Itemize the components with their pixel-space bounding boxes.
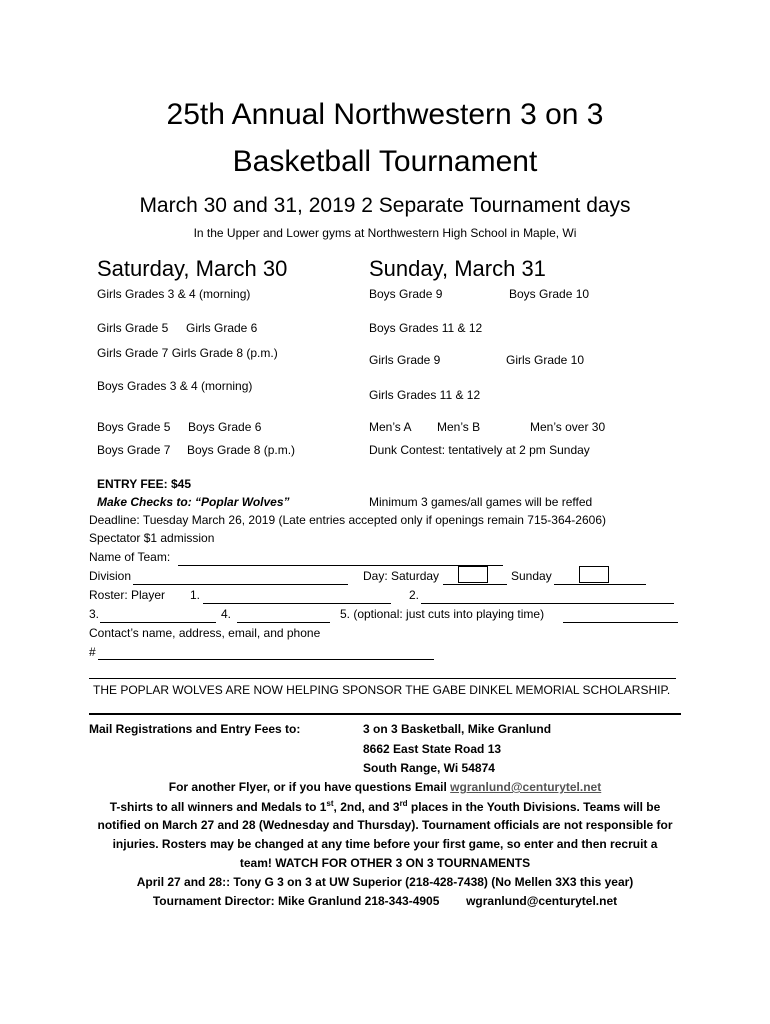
player-4-label: 4.	[221, 607, 232, 621]
sun-row-5a: Men’s A	[369, 420, 412, 434]
mail-label: Mail Registrations and Entry Fees to:	[89, 722, 301, 736]
sunday-checkbox[interactable]	[579, 566, 609, 583]
sun-row-5c: Men’s over 30	[530, 420, 606, 434]
roster-label: Roster: Player	[89, 588, 166, 602]
contact-field-line-2[interactable]	[89, 678, 676, 679]
minimum-games: Minimum 3 games/all games will be reffed	[369, 495, 593, 509]
division-label: Division	[89, 569, 132, 583]
title-line-1: 25th Annual Northwestern 3 on 3	[166, 98, 604, 131]
deadline: Deadline: Tuesday March 26, 2019 (Late entries accepted only if openings remain 715-364-2606)	[89, 513, 606, 527]
sat-row-6a: Boys Grade 7	[97, 443, 171, 457]
saturday-line	[443, 584, 507, 585]
info-line-4: team! WATCH FOR OTHER 3 ON 3 TOURNAMENTS	[239, 856, 531, 870]
team-name-field[interactable]	[178, 565, 503, 566]
title-line-2: Basketball Tournament	[232, 145, 538, 178]
mail-line-3: South Range, Wi 54874	[363, 761, 495, 775]
make-checks: Make Checks to: “Poplar Wolves”	[97, 495, 290, 509]
tshirts-sup1: st	[326, 799, 334, 808]
sun-row-1b: Boys Grade 10	[509, 287, 590, 301]
tshirts-c: places in the Youth Divisions. Teams will be	[407, 800, 661, 814]
sat-row-4: Boys Grades 3 & 4 (morning)	[97, 379, 253, 393]
sunday-line	[554, 584, 646, 585]
subtitle: March 30 and 31, 2019 2 Separate Tournament days	[139, 194, 631, 217]
saturday-checkbox[interactable]	[458, 566, 488, 583]
contact-label: Contact’s name, address, email, and phone	[89, 626, 321, 640]
section-divider	[89, 713, 681, 715]
player-4-field[interactable]	[237, 622, 330, 623]
day-sunday-label: Sunday	[511, 569, 552, 583]
sat-row-5b: Boys Grade 6	[188, 420, 262, 434]
sat-row-2a: Girls Grade 5	[97, 321, 169, 335]
sat-row-5a: Boys Grade 5	[97, 420, 171, 434]
player-1-label: 1.	[190, 588, 201, 602]
mail-line-2: 8662 East State Road 13	[363, 742, 502, 756]
sat-row-1: Girls Grades 3 & 4 (morning)	[97, 287, 251, 301]
flyer-email-link[interactable]: wgranlund@centurytel.net	[450, 780, 602, 794]
player-2-field[interactable]	[421, 603, 674, 604]
division-field[interactable]	[133, 584, 348, 585]
sun-row-6: Dunk Contest: tentatively at 2 pm Sunday	[369, 443, 590, 457]
info-line-3: injuries. Rosters may be changed at any time before your first game, so enter and then recruit a	[112, 837, 658, 851]
sunday-heading: Sunday, March 31	[369, 256, 546, 281]
sat-row-2b: Girls Grade 6	[186, 321, 258, 335]
day-saturday-label: Day: Saturday	[363, 569, 440, 583]
flyer-text: For another Flyer, or if you have questions Email	[168, 780, 451, 794]
sun-row-3a: Girls Grade 9	[369, 353, 441, 367]
info-line-5: April 27 and 28:: Tony G 3 on 3 at UW Superior (218-428-7438) (No Mellen 3X3 this year)	[136, 875, 634, 889]
sun-row-2: Boys Grades 11 & 12	[369, 321, 483, 335]
tshirts-sup2: rd	[399, 799, 408, 808]
director-line	[0, 894, 770, 908]
sun-row-3b: Girls Grade 10	[506, 353, 585, 367]
director-text: Tournament Director: Mike Granlund 218-343-4905	[152, 894, 440, 908]
flyer-line	[0, 780, 770, 794]
info-line-2: notified on March 27 and 28 (Wednesday and Thursday). Tournament officials are not responsible for	[97, 818, 673, 832]
entry-fee: ENTRY FEE: $45	[97, 477, 192, 491]
sun-row-4: Girls Grades 11 & 12	[369, 388, 481, 402]
player-5-label: 5. (optional: just cuts into playing time)	[340, 607, 545, 621]
sun-row-1a: Boys Grade 9	[369, 287, 443, 301]
player-1-field[interactable]	[203, 603, 391, 604]
contact-hash-label: #	[89, 645, 96, 659]
saturday-heading: Saturday, March 30	[97, 256, 288, 281]
contact-field[interactable]	[98, 659, 434, 660]
tshirts-a: T-shirts to all winners and Medals to 1	[109, 800, 327, 814]
sponsor-note: THE POPLAR WOLVES ARE NOW HELPING SPONSOR THE GABE DINKEL MEMORIAL SCHOLARSHIP.	[93, 683, 671, 697]
location: In the Upper and Lower gyms at Northwestern High School in Maple, Wi	[193, 226, 577, 240]
sat-row-6b: Boys Grade 8 (p.m.)	[187, 443, 296, 457]
mail-line-1: 3 on 3 Basketball, Mike Granlund	[363, 722, 552, 736]
sun-row-5b: Men’s B	[437, 420, 481, 434]
tshirts-line	[0, 799, 770, 814]
director-email[interactable]: wgranlund@centurytel.net	[466, 894, 618, 908]
player-3-label: 3.	[89, 607, 100, 621]
player-2-label: 2.	[409, 588, 420, 602]
player-5-field[interactable]	[563, 622, 678, 623]
tshirts-b: , 2nd, and 3	[333, 800, 400, 814]
team-name-label: Name of Team:	[89, 550, 171, 564]
sat-row-3: Girls Grade 7 Girls Grade 8 (p.m.)	[97, 346, 278, 360]
player-3-field[interactable]	[100, 622, 216, 623]
spectator-admission: Spectator $1 admission	[89, 531, 215, 545]
